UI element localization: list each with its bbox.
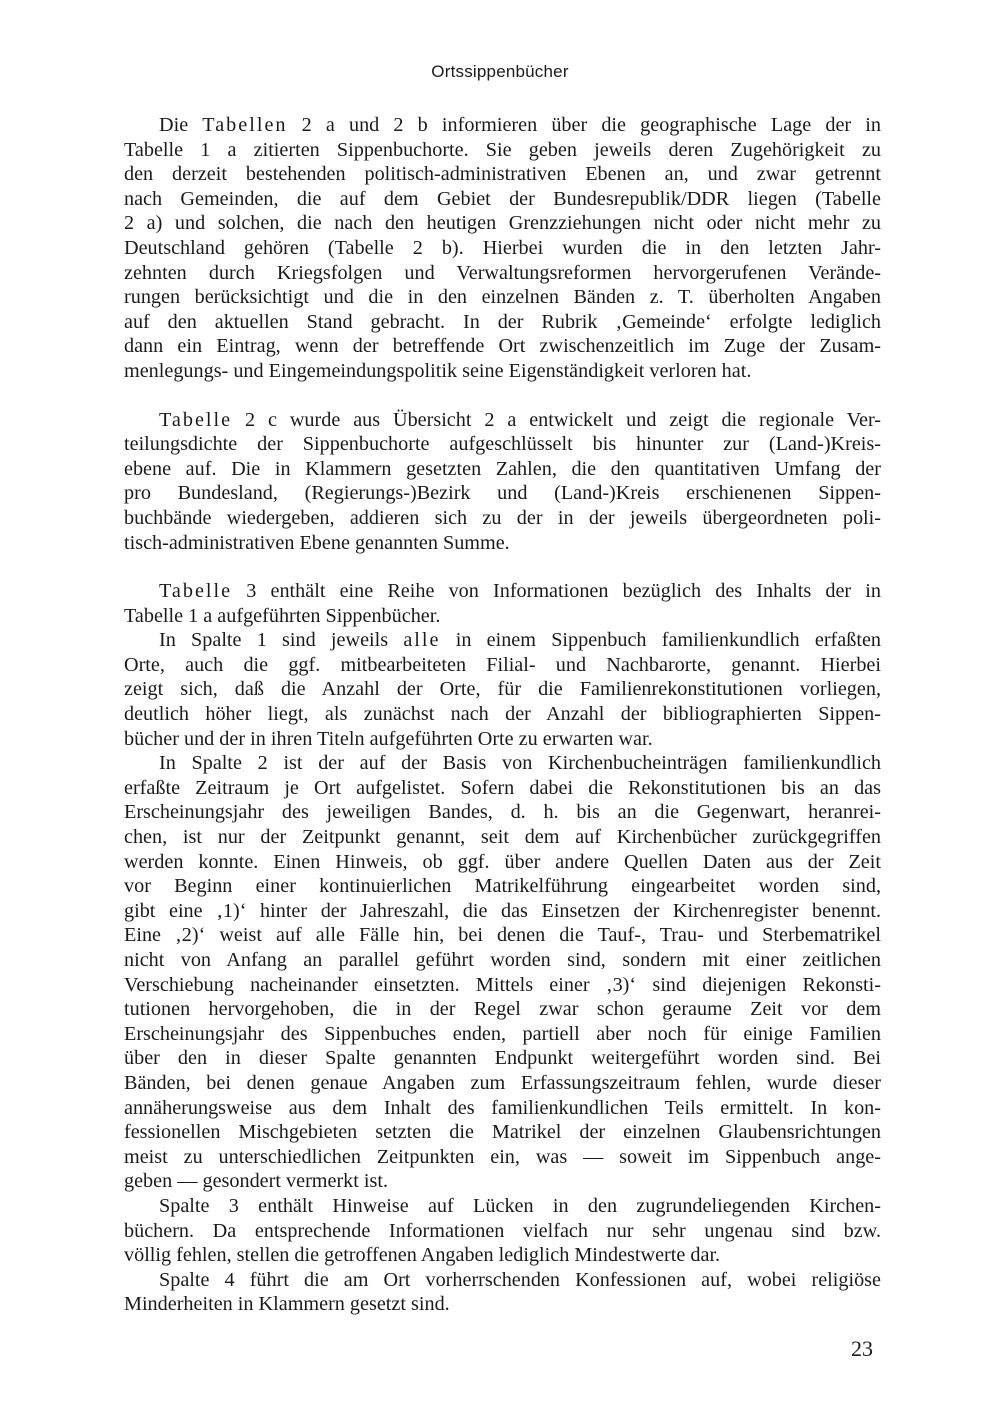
text-line: Minderheiten in Klammern gesetzt sind.: [124, 1293, 450, 1316]
text-line: den derzeit bestehenden politisch-administrativen Ebenen an, und zwar getrennt: [124, 163, 881, 186]
text-line: erfaßte Zeitraum je Ort aufgelistet. Sofern dabei die Rekonstitutionen bis an das: [124, 776, 881, 799]
text-line: zeigt sich, daß die Anzahl der Orte, für die Familienrekonstitutionen vorliegen,: [124, 678, 881, 701]
text-line: nach Gemeinden, die auf dem Gebiet der Bundesrepublik/DDR liegen (Tabelle: [124, 187, 881, 210]
text-line: buchbände wiedergeben, addieren sich zu der in der jeweils übergeordneten poli-: [124, 506, 881, 529]
text-line: dann ein Eintrag, wenn der betreffende Ort zwischenzeitlich im Zuge der Zusam-: [124, 335, 881, 358]
text-line: Spalte 4 führt die am Ort vorherrschenden Konfessionen auf, wobei religiöse: [159, 1268, 881, 1291]
text-line: völlig fehlen, stellen die getroffenen Angaben lediglich Mindestwerte dar.: [124, 1244, 721, 1267]
text-line: geben — gesondert vermerkt ist.: [124, 1170, 389, 1193]
paragraph: [124, 408, 881, 556]
text-line: Erscheinungsjahr des jeweiligen Bandes, d. h. bis an die Gegenwart, heranrei-: [124, 801, 881, 824]
text-line: fessionellen Mischgebieten setzten die Matrikel der einzelnen Glaubensrichtungen: [124, 1121, 881, 1144]
text-line: Tabelle 3 enthält eine Reihe von Informationen bezüglich des Inhalts der in: [159, 580, 881, 603]
text-line: nicht von Anfang an parallel geführt worden sind, sondern mit einer zeitlichen: [124, 949, 881, 971]
text-line: pro Bundesland, (Regierungs-)Bezirk und (Land-)Kreis erschienenen Sippen-: [124, 482, 881, 505]
text-line: Tabelle 2 c wurde aus Übersicht 2 a entwickelt und zeigt die regionale Ver-: [159, 408, 881, 431]
text-line: Tabelle 1 a aufgeführten Sippenbücher.: [124, 604, 441, 627]
text-line: gibt eine ‚1)‘ hinter der Jahreszahl, die das Einsetzen der Kirchenregister benennt.: [124, 899, 881, 922]
text-line: vor Beginn einer kontinuierlichen Matrikelführung eingearbeitet worden sind,: [124, 875, 881, 898]
text-line: 2 a) und solchen, die nach den heutigen Grenzziehungen nicht oder nicht mehr zu: [124, 212, 881, 235]
body-text: [124, 113, 881, 1317]
text-line: Bänden, bei denen genaue Angaben zum Erfassungszeitraum fehlen, wurde dieser: [124, 1071, 881, 1094]
text-line: über den in dieser Spalte genannten Endpunkt weitergeführt worden sind. Bei: [124, 1047, 881, 1070]
text-line: menlegungs- und Eingemeindungspolitik seine Eigenständigkeit verloren hat.: [124, 359, 752, 382]
text-line: In Spalte 1 sind jeweils alle in einem Sippenbuch familienkundlich erfaßten: [159, 629, 881, 652]
text-line: Erscheinungsjahr des Sippenbuches enden, partiell aber noch für einige Familien: [124, 1022, 881, 1045]
text-line: ebene auf. Die in Klammern gesetzten Zahlen, die den quantitativen Umfang der: [124, 457, 881, 480]
text-line: büchern. Da entsprechende Informationen vielfach nur sehr ungenau sind bzw.: [124, 1219, 881, 1242]
paragraph: [124, 579, 881, 1317]
page-number: 23: [851, 1336, 873, 1361]
text-line: zehnten durch Kriegsfolgen und Verwaltungsreformen hervorgerufenen Verände-: [124, 261, 881, 284]
text-line: In Spalte 2 ist der auf der Basis von Kirchenbucheinträgen familienkundlich: [159, 752, 881, 775]
text-line: rungen berücksichtigt und die in den einzelnen Bänden z. T. überholten Angaben: [124, 286, 881, 309]
text-line: Tabelle 1 a zitierten Sippenbuchorte. Sie geben jeweils deren Zugehörigkeit zu: [124, 138, 881, 161]
text-line: Spalte 3 enthält Hinweise auf Lücken in den zugrundeliegenden Kirchen-: [159, 1194, 881, 1217]
text-line: teilungsdichte der Sippenbuchorte aufgeschlüsselt bis hinunter zur (Land-)Kreis-: [124, 433, 881, 456]
text-line: tisch-administrativen Ebene genannten Summe.: [124, 531, 510, 554]
text-line: Eine ‚2)‘ weist auf alle Fälle hin, bei denen die Tauf-, Trau- und Sterbematrikel: [124, 924, 881, 947]
text-line: bücher und der in ihren Titeln aufgeführten Orte zu erwarten war.: [124, 727, 653, 750]
running-head: Ortssippenbücher: [431, 62, 569, 81]
text-line: Deutschland gehören (Tabelle 2 b). Hierbei wurden die in den letzten Jahr-: [124, 236, 881, 259]
text-line: Orte, auch die ggf. mitbearbeiteten Filial- und Nachbarorte, genannt. Hierbei: [124, 653, 881, 676]
text-line: annäherungsweise aus dem Inhalt des familienkundlichen Teils ermittelt. In kon-: [124, 1096, 881, 1119]
text-line: tutionen hervorgehoben, die in der Regel zwar schon geraume Zeit vor dem: [124, 998, 881, 1021]
paragraph: [124, 113, 881, 384]
text-line: Verschiebung nacheinander einsetzten. Mittels einer ‚3)‘ sind diejenigen Rekonsti-: [124, 973, 881, 996]
text-line: deutlich höher liegt, als zunächst nach der Anzahl der bibliographierten Sippen-: [124, 703, 881, 726]
text-line: Die Tabellen 2 a und 2 b informieren über die geographische Lage der in: [159, 114, 881, 136]
text-line: werden konnte. Einen Hinweis, ob ggf. über andere Quellen Daten aus der Zeit: [124, 850, 881, 873]
text-line: chen, ist nur der Zeitpunkt genannt, seit dem auf Kirchenbücher zurückgegriffen: [124, 826, 881, 849]
text-line: auf den aktuellen Stand gebracht. In der Rubrik ‚Gemeinde‘ erfolgte lediglich: [124, 310, 881, 333]
text-line: meist zu unterschiedlichen Zeitpunkten ein, was — soweit im Sippenbuch ange-: [124, 1145, 881, 1168]
